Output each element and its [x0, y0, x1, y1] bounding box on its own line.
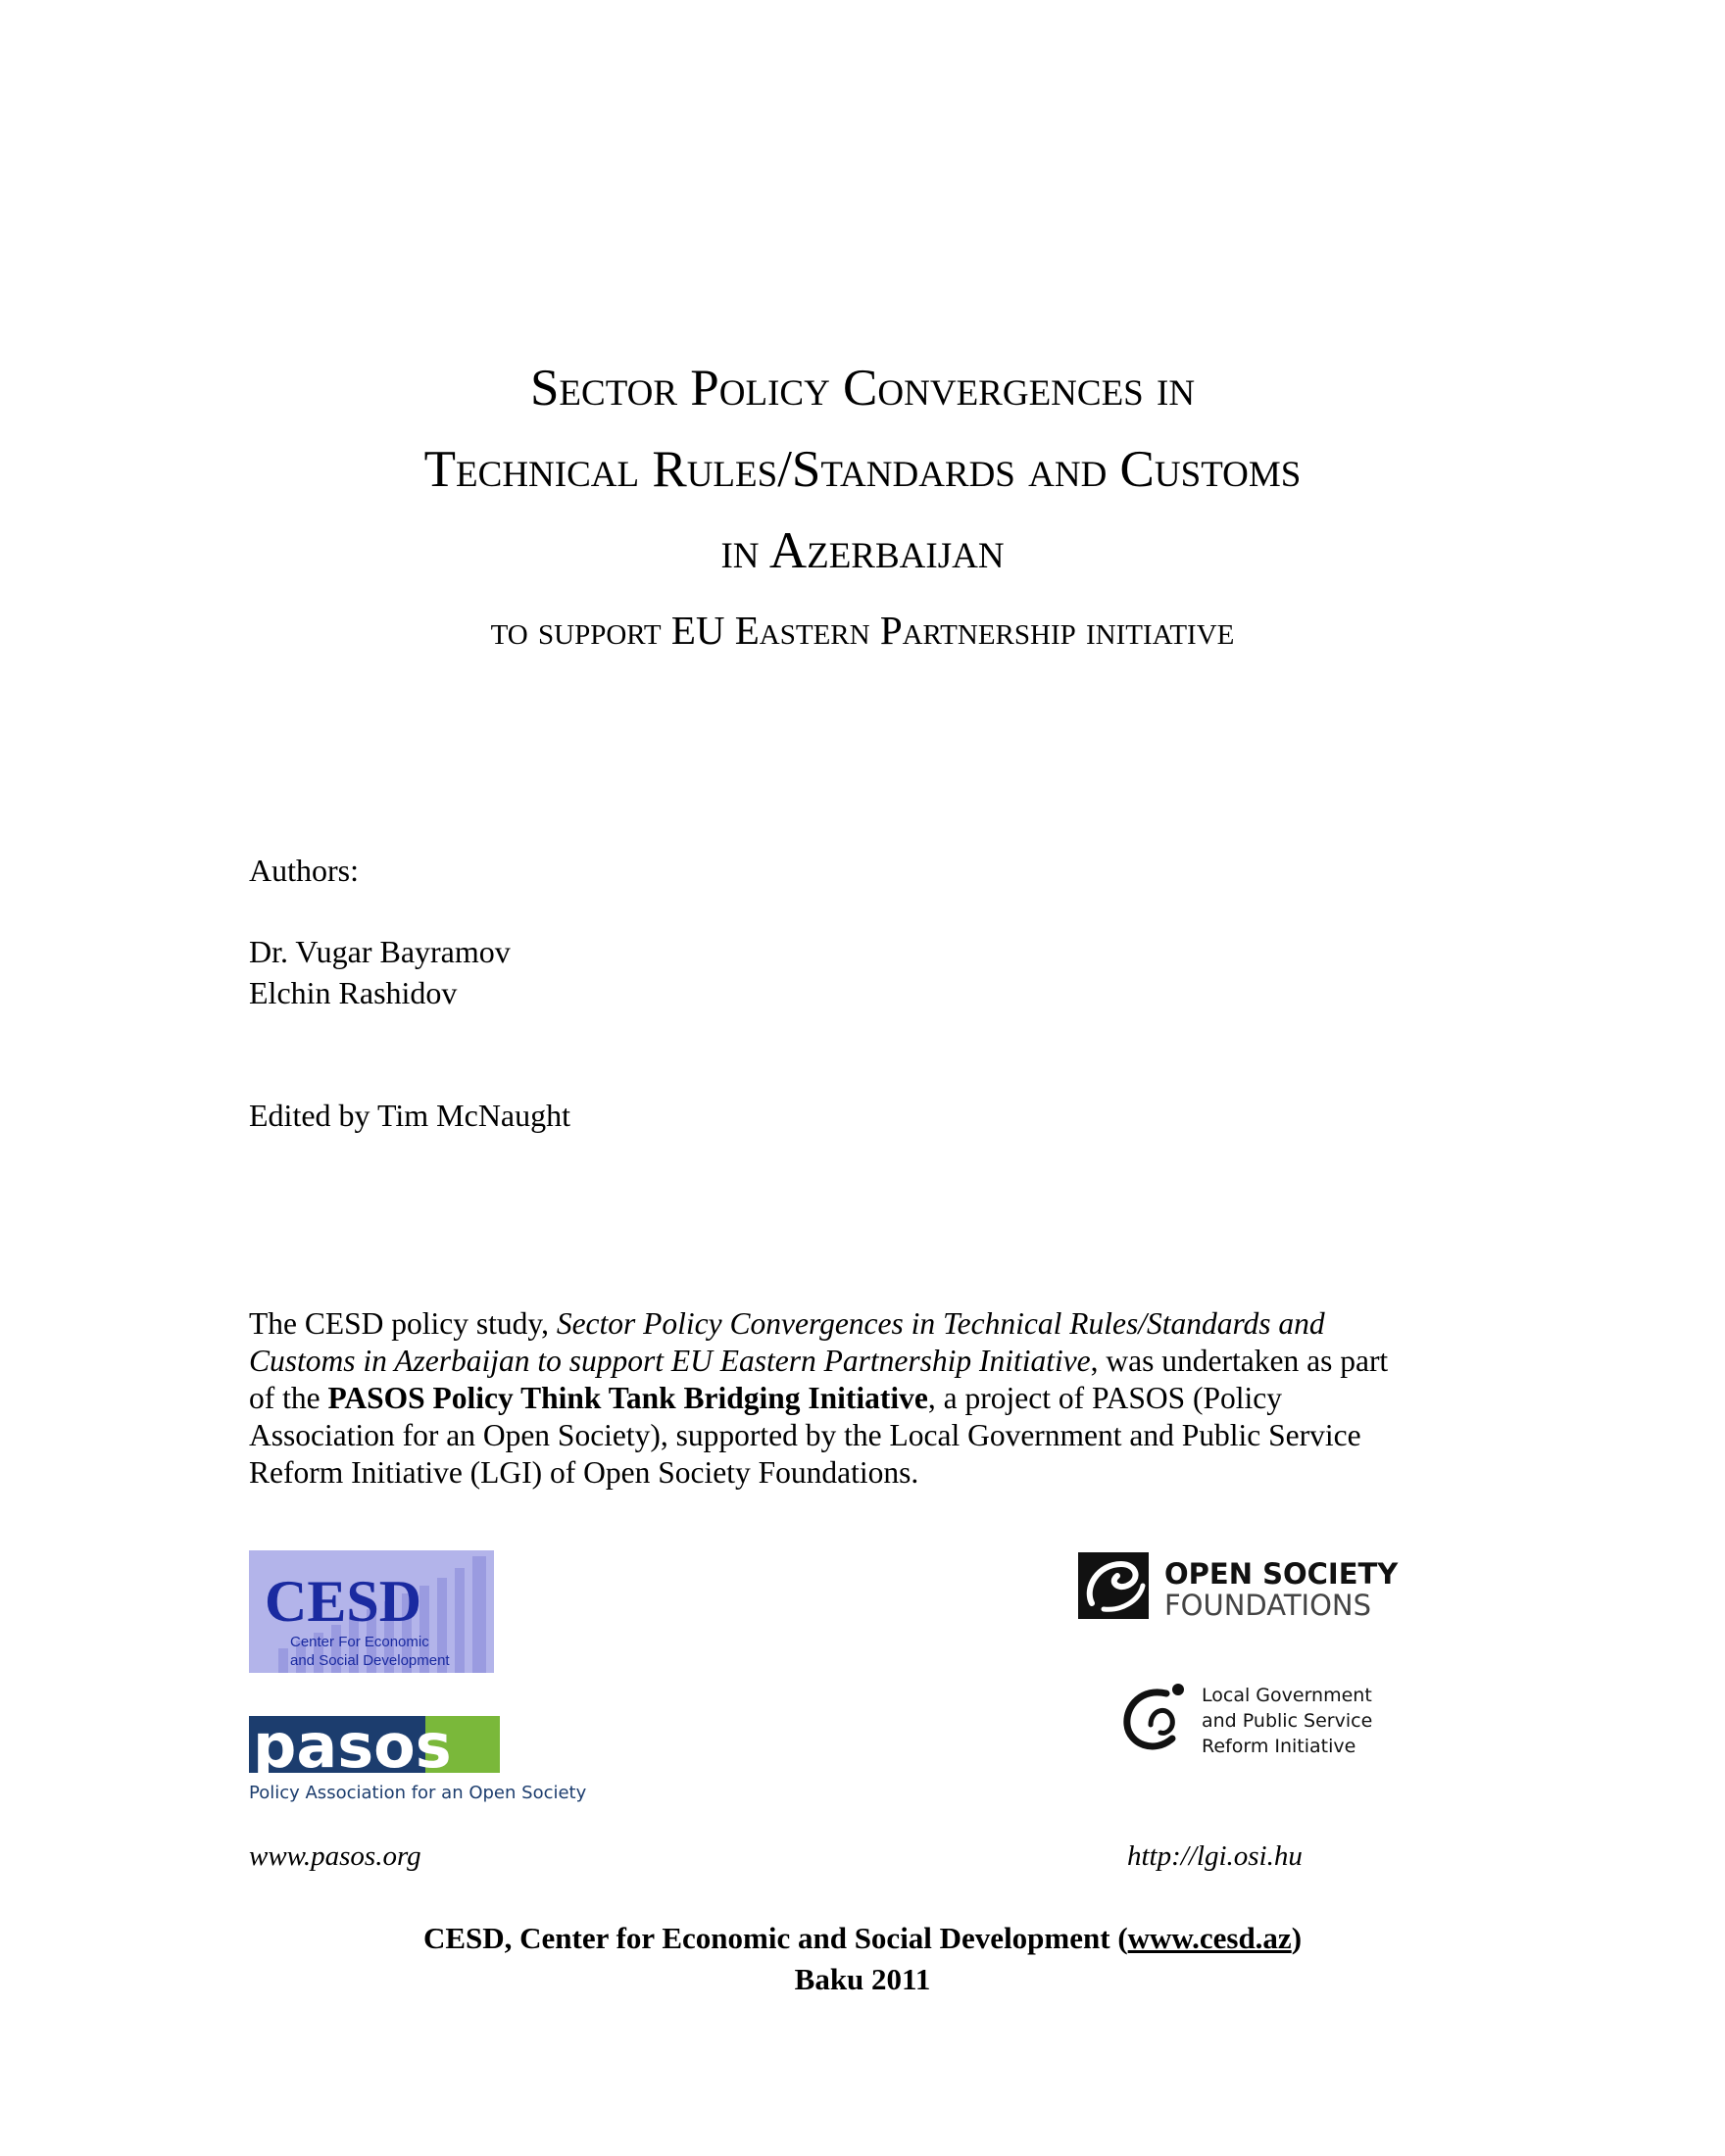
study-title-italic: Customs in Azerbaijan to support EU Eastern Partnership Initiative [249, 1344, 1091, 1378]
study-text: of the [249, 1381, 328, 1415]
study-description [249, 1305, 1454, 1492]
lgi-logo-line: Local Government [1202, 1685, 1372, 1706]
study-text: The CESD policy study, [249, 1306, 557, 1341]
lgi-url-link[interactable]: http://lgi.osi.hu [1127, 1840, 1303, 1872]
osf-logo-graphic [1078, 1550, 1399, 1622]
title-line-3: in Azerbaijan [720, 522, 1005, 579]
cesd-bars-graphic [249, 1550, 494, 1673]
place-and-year: Baku 2011 [794, 1962, 931, 1996]
title-subtitle: to support EU Eastern Partnership initiative [490, 608, 1235, 653]
study-text: Association for an Open Society), supported by the Local Government and Public Service [249, 1418, 1361, 1452]
cesd-logo-name: CESD [265, 1569, 422, 1634]
pasos-logo-tagline: Policy Association for an Open Society [249, 1783, 587, 1803]
study-text: Reform Initiative (LGI) of Open Society Foundations. [249, 1455, 919, 1490]
lgi-logo [1117, 1678, 1382, 1760]
title-line-2: Technical Rules/Standards and Customs [423, 441, 1302, 498]
pasos-logo-name: pasos [253, 1710, 452, 1782]
document-title [0, 348, 1725, 661]
title-line-1: Sector Policy Convergences in [529, 360, 1196, 416]
cesd-logo [249, 1550, 494, 1673]
lgi-logo-line: Reform Initiative [1202, 1736, 1356, 1757]
publisher-paren: ) [1291, 1921, 1303, 1955]
pasos-logo [249, 1708, 602, 1806]
publisher-name: CESD, Center for Economic and Social Development ( [422, 1921, 1128, 1955]
author-name: Elchin Rashidov [249, 975, 458, 1010]
authors-label: Authors: [249, 853, 359, 888]
study-text: , was undertaken as part [1090, 1344, 1389, 1378]
study-text: , a project of PASOS (Policy [927, 1381, 1282, 1415]
author-name: Dr. Vugar Bayramov [249, 934, 511, 969]
lgi-logo-graphic [1117, 1678, 1382, 1760]
editor-credit: Edited by Tim McNaught [249, 1098, 571, 1133]
initiative-name: PASOS Policy Think Tank Bridging Initiative [327, 1381, 928, 1415]
cesd-logo-tagline: and Social Development [290, 1652, 450, 1669]
osf-logo-line1: OPEN SOCIETY [1164, 1557, 1399, 1591]
publisher-line [0, 1921, 1725, 1956]
lgi-logo-line: and Public Service [1202, 1710, 1373, 1732]
study-title-italic: Sector Policy Convergences in Technical Rules/Standards and [556, 1306, 1325, 1341]
open-society-foundations-logo [1078, 1550, 1399, 1622]
cesd-logo-tagline: Center For Economic [290, 1634, 429, 1650]
pasos-logo-graphic [249, 1708, 602, 1806]
cesd-url-link[interactable]: www.cesd.az [1127, 1921, 1292, 1955]
pasos-url-link[interactable]: www.pasos.org [249, 1840, 421, 1872]
osf-logo-line2: FOUNDATIONS [1164, 1589, 1372, 1622]
